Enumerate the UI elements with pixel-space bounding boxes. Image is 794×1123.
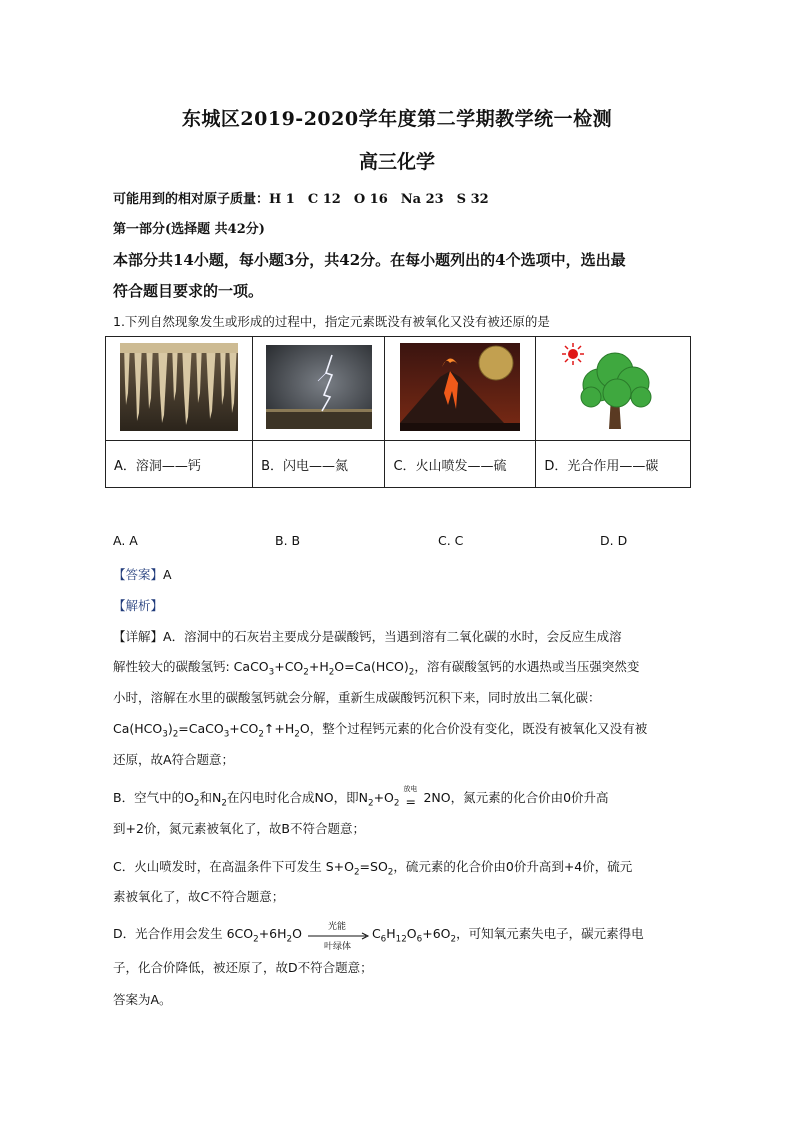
instructions-line-1: 本部分共14小题，每小题3分，共42分。在每小题列出的4个选项中，选出最	[113, 251, 626, 269]
answer-value: A	[163, 567, 172, 582]
options-table	[105, 336, 691, 488]
choice-b: B. B	[275, 533, 301, 548]
choice-d: D. D	[600, 533, 628, 548]
explain-a-line-1: 【详解】A．溶洞中的石灰岩主要成分是碳酸钙，当遇到溶有二氧化碳的水时，会反应生成溶	[113, 629, 622, 644]
tree-icon	[551, 341, 675, 433]
choice-a: A. A	[113, 533, 138, 548]
lightning-icon	[266, 345, 372, 429]
section-heading: 第一部分(选择题 共42分)	[113, 222, 265, 237]
option-b-label: B．闪电——氮	[253, 441, 385, 488]
question-1: 1.下列自然现象发生或形成的过程中，指定元素既没有被氧化又没有被还原的是	[113, 314, 550, 329]
option-d-label: D．光合作用——碳	[536, 441, 691, 488]
explain-d-line-2: 子，化合价降低，被还原了，故D不符合题意；	[113, 960, 373, 975]
option-c-label: C．火山喷发——硫	[385, 441, 536, 488]
explain-a-line-3: 小时，溶解在水里的碳酸氢钙就会分解，重新生成碳酸钙沉积下来，同时放出二氧化碳：	[113, 690, 601, 705]
atomic-masses: 可能用到的相对原子质量：H 1 C 12 O 16 Na 23 S 32	[113, 192, 489, 207]
explain-d-line-1: D．光合作用会发生 $6CO_2+6H_2O$ 光能 叶绿体 $C_6H_{12}O_6+6O_2$，可知氧元素失电子，碳元素得电	[113, 921, 644, 952]
detail-tag: 【详解】	[113, 629, 164, 644]
page-subtitle: 高三化学	[358, 151, 435, 173]
reaction-arrow: 光能 叶绿体	[308, 928, 370, 942]
explain-a-line-4: $Ca(HCO_3)_2=CaCO_3+CO_2↑+H_2O$，整个过程钙元素的化合价没有变化，既没有被氧化又没有被	[113, 721, 648, 740]
volcano-icon	[400, 343, 520, 431]
explain-c-line-2: 素被氧化了，故C不符合题意；	[113, 889, 285, 904]
instructions-line-2: 符合题目要求的一项。	[113, 282, 264, 300]
analysis-tag: 【解析】	[113, 598, 164, 613]
explain-b-line-1: B．空气中的$O_2$和$N_2$在闪电时化合成NO，即$N_2+O_2$ 放电 = 2NO，氮元素的化合价由0价升高	[113, 784, 609, 809]
explain-b-line-2: 到+2价，氮元素被氧化了，故B不符合题意；	[113, 821, 366, 836]
equals-with-condition: 放电 =	[403, 784, 418, 809]
answer-line	[113, 565, 172, 583]
option-b-image-cell	[253, 337, 385, 441]
answer-tag: 【答案】	[113, 567, 164, 582]
cave-icon	[120, 343, 238, 431]
option-a-label: A．溶洞——钙	[106, 441, 253, 488]
option-d-image-cell	[536, 337, 691, 441]
final-answer: 答案为A。	[113, 992, 172, 1007]
option-a-image-cell	[106, 337, 253, 441]
page-title: 东城区2019-2020学年度第二学期教学统一检测	[181, 108, 613, 130]
explain-a-line-2: 解性较大的碳酸氢钙: $CaCO_3+CO_2+H_2O=Ca(HCO)_2$，溶有碳酸氢钙的水遇热或当压强突然变	[113, 659, 640, 678]
explain-a-line-5: 还原，故A符合题意；	[113, 752, 235, 767]
explain-c-line-1: C．火山喷发时，在高温条件下可发生 $S+O_2=SO_2$，硫元素的化合价由0价升高到+4价，硫元	[113, 859, 633, 878]
option-c-image-cell	[385, 337, 536, 441]
choice-c: C. C	[438, 533, 464, 548]
